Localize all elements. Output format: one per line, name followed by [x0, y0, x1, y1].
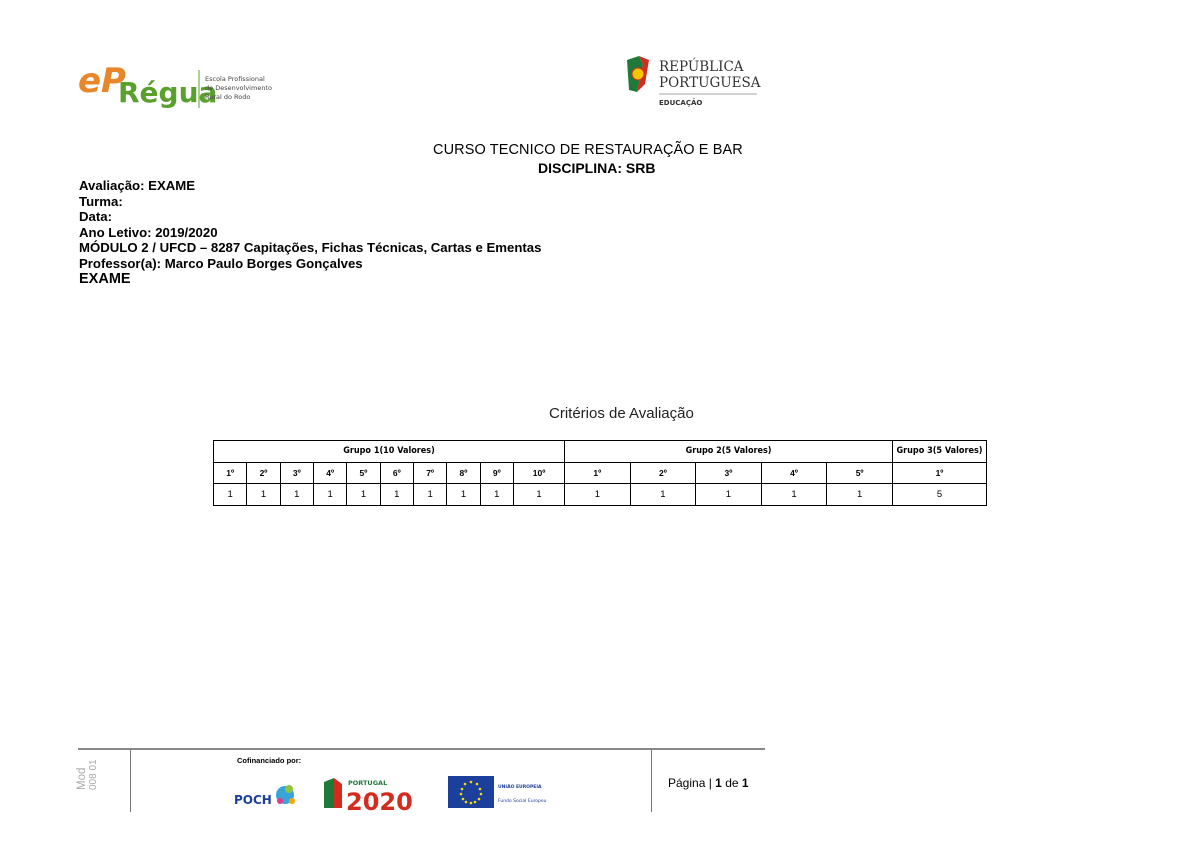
poch-text: POCH — [234, 793, 272, 807]
school-name-2: de Desenvolvimento — [205, 84, 272, 92]
discipline: DISCIPLINA: SRB — [538, 160, 656, 176]
school-logo — [78, 50, 278, 110]
eu-title: UNIÃO EUROPEIA — [498, 785, 542, 790]
government-logo — [625, 54, 765, 110]
value-cell: 1 — [447, 484, 480, 506]
value-cell: 1 — [513, 484, 564, 506]
gov-line-1: REPÚBLICA — [659, 59, 744, 75]
value-cell: 1 — [827, 484, 893, 506]
question-cell: 4º — [313, 462, 346, 484]
poch-logo — [234, 777, 300, 811]
question-cell: 1º — [214, 462, 247, 484]
question-cell: 4º — [761, 462, 827, 484]
page-de: de — [725, 776, 739, 790]
info-ano-letivo: Ano Letivo: 2019/2020 — [79, 224, 218, 240]
table-group-row — [214, 441, 987, 463]
criteria-table — [213, 440, 987, 506]
question-cell: 1º — [565, 462, 631, 484]
group-2-header: Grupo 2(5 Valores) — [565, 441, 893, 463]
school-name-1: Escola Profissional — [205, 75, 265, 83]
cofinanciado-label: Cofinanciado por: — [237, 756, 302, 765]
question-cell: 1º — [893, 462, 987, 484]
question-cell: 8º — [447, 462, 480, 484]
info-turma: Turma: — [79, 193, 123, 209]
info-avaliacao: Avaliação: EXAME — [79, 178, 196, 193]
school-name-3: Rural do Rodo — [205, 93, 251, 101]
value-cell: 1 — [480, 484, 513, 506]
question-cell: 5º — [347, 462, 380, 484]
question-cell: 2º — [630, 462, 696, 484]
question-cell: 2º — [247, 462, 280, 484]
info-exame: EXAME — [79, 270, 131, 287]
mod-number: 008 01 — [88, 759, 99, 790]
eu-flag-logo — [448, 776, 556, 810]
school-logo-text: Régua — [118, 76, 218, 109]
question-cell: 6º — [380, 462, 413, 484]
mod-label: Mod — [76, 767, 88, 790]
page-number — [668, 776, 749, 790]
value-cell: 1 — [696, 484, 762, 506]
value-cell: 1 — [565, 484, 631, 506]
value-cell: 1 — [280, 484, 313, 506]
school-logo-prefix: eP — [78, 61, 126, 101]
question-cell: 3º — [696, 462, 762, 484]
course-title: CURSO TECNICO DE RESTAURAÇÃO E BAR — [433, 142, 743, 158]
exam-info — [79, 178, 541, 287]
gov-line-2: PORTUGUESA — [659, 75, 761, 91]
value-cell: 1 — [214, 484, 247, 506]
page-total: 1 — [741, 776, 749, 790]
question-cell: 5º — [827, 462, 893, 484]
year-text: 2020 — [346, 788, 413, 812]
question-cell: 10º — [513, 462, 564, 484]
info-professor: Professor(a): Marco Paulo Borges Gonçalves — [79, 255, 363, 271]
table-question-row — [214, 462, 987, 484]
page-label: Página | — [668, 776, 712, 790]
portugal-2020-logo — [322, 774, 428, 812]
value-cell: 5 — [893, 484, 987, 506]
question-cell: 9º — [480, 462, 513, 484]
footer-separator-left — [130, 750, 131, 812]
eu-fund: Fundo Social Europeu — [498, 799, 547, 804]
footer-separator-right — [651, 750, 652, 812]
gov-dept: EDUCAÇÃO — [659, 99, 703, 107]
portugal-text: PORTUGAL — [348, 779, 388, 787]
info-data: Data: — [79, 209, 112, 225]
info-modulo: MÓDULO 2 / UFCD – 8287 Capitações, Fichas Técnicas, Cartas e Ementas — [79, 240, 542, 256]
value-cell: 1 — [630, 484, 696, 506]
value-cell: 1 — [247, 484, 280, 506]
value-cell: 1 — [413, 484, 446, 506]
group-3-header: Grupo 3(5 Valores) — [893, 441, 987, 463]
question-cell: 3º — [280, 462, 313, 484]
value-cell: 1 — [313, 484, 346, 506]
mod-code — [76, 759, 100, 790]
criteria-title: Critérios de Avaliação — [549, 405, 694, 422]
value-cell: 1 — [347, 484, 380, 506]
group-1-header: Grupo 1(10 Valores) — [214, 441, 565, 463]
value-cell: 1 — [380, 484, 413, 506]
table-value-row — [214, 484, 987, 506]
footer-divider — [78, 748, 765, 750]
value-cell: 1 — [761, 484, 827, 506]
page-current: 1 — [715, 776, 722, 790]
question-cell: 7º — [413, 462, 446, 484]
